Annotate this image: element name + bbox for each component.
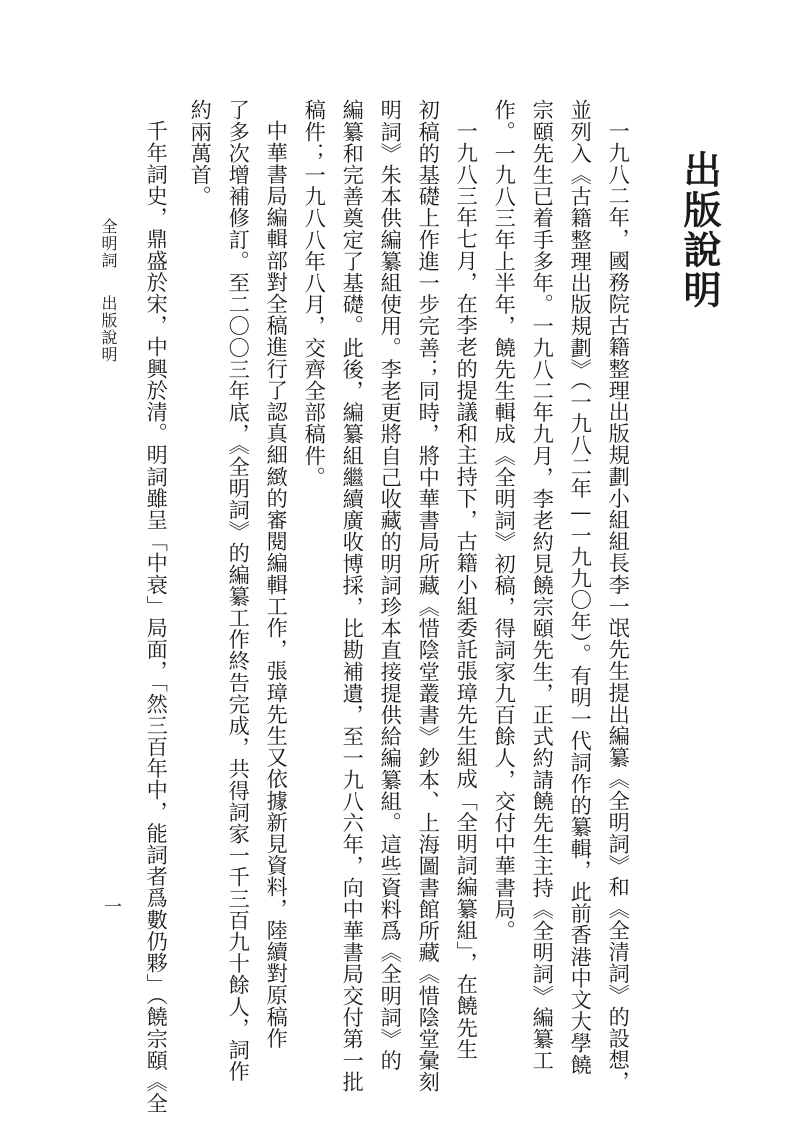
- text-line-p4-l1: 千年詞史，鼎盛於宋，中興於清。明詞雖呈「中衰」局面，「然三百年中，能詞者爲數仍夥」（饒宗頤《全: [144, 120, 170, 1114]
- text-line-p3-l3: 約兩萬首。: [188, 99, 214, 207]
- text-line-p1-l1: 一九八二年，國務院古籍整理出版規劃小組組長李一氓先生提出編纂《全明詞》和《全清詞》的設想，: [606, 120, 632, 1092]
- page-title: 出版說明: [677, 150, 722, 310]
- text-line-p2-l2: 初稿的基礎上作進一步完善；同時，將中華書局所藏《惜陰堂叢書》鈔本、上海圖書館所藏《惜陰堂彙刻: [416, 99, 442, 1093]
- text-line-p2-l4: 編纂和完善奠定了基礎。此後，編纂組繼續廣收博採，比勘補遺，至一九八六年，向中華書局交付第一批: [340, 99, 366, 1093]
- text-line-p2-l3: 明詞》朱本供編纂組使用。李老更將自己收藏的明詞珍本直接提供給編纂組。這些資料爲《全明詞》的: [378, 99, 404, 1071]
- text-line-p1-l4: 作。一九八三年上半年，饒先生輯成《全明詞》初稿，得詞家九百餘人，交付中華書局。: [492, 99, 518, 942]
- text-line-p3-l1: 中華書局編輯部對全稿進行了認真細緻的審閱編輯工作，張璋先生又依據新見資料，陸續對原稿作: [264, 120, 290, 1049]
- text-line-p2-l5: 稿件；一九八八年八月，交齊全部稿件。: [302, 99, 328, 488]
- running-head-book-title: 全明詞: [99, 218, 118, 269]
- page-number: 一: [101, 897, 122, 915]
- text-line-p1-l3: 宗頤先生已着手多年。一九八二年九月，李老約見饒宗頤先生，正式約請饒先生主持《全明詞》編纂工: [530, 99, 556, 1071]
- running-head-section: 出版說明: [99, 295, 118, 363]
- text-line-p3-l2: 了多次增補修訂。至二〇〇三年底，《全明詞》的編纂工作終告完成，共得詞家一千三百九十餘人，詞作: [226, 99, 252, 1082]
- text-line-p2-l1: 一九八三年七月，在李老的提議和主持下，古籍小組委託張璋先生組成「全明詞編纂組」，在饒先生: [454, 120, 480, 1060]
- text-line-p1-l2: 並列入《古籍整理出版規劃》（一九八二年—一九九〇年）。有明一代詞作的纂輯，此前香港中文大學饒: [568, 99, 594, 1076]
